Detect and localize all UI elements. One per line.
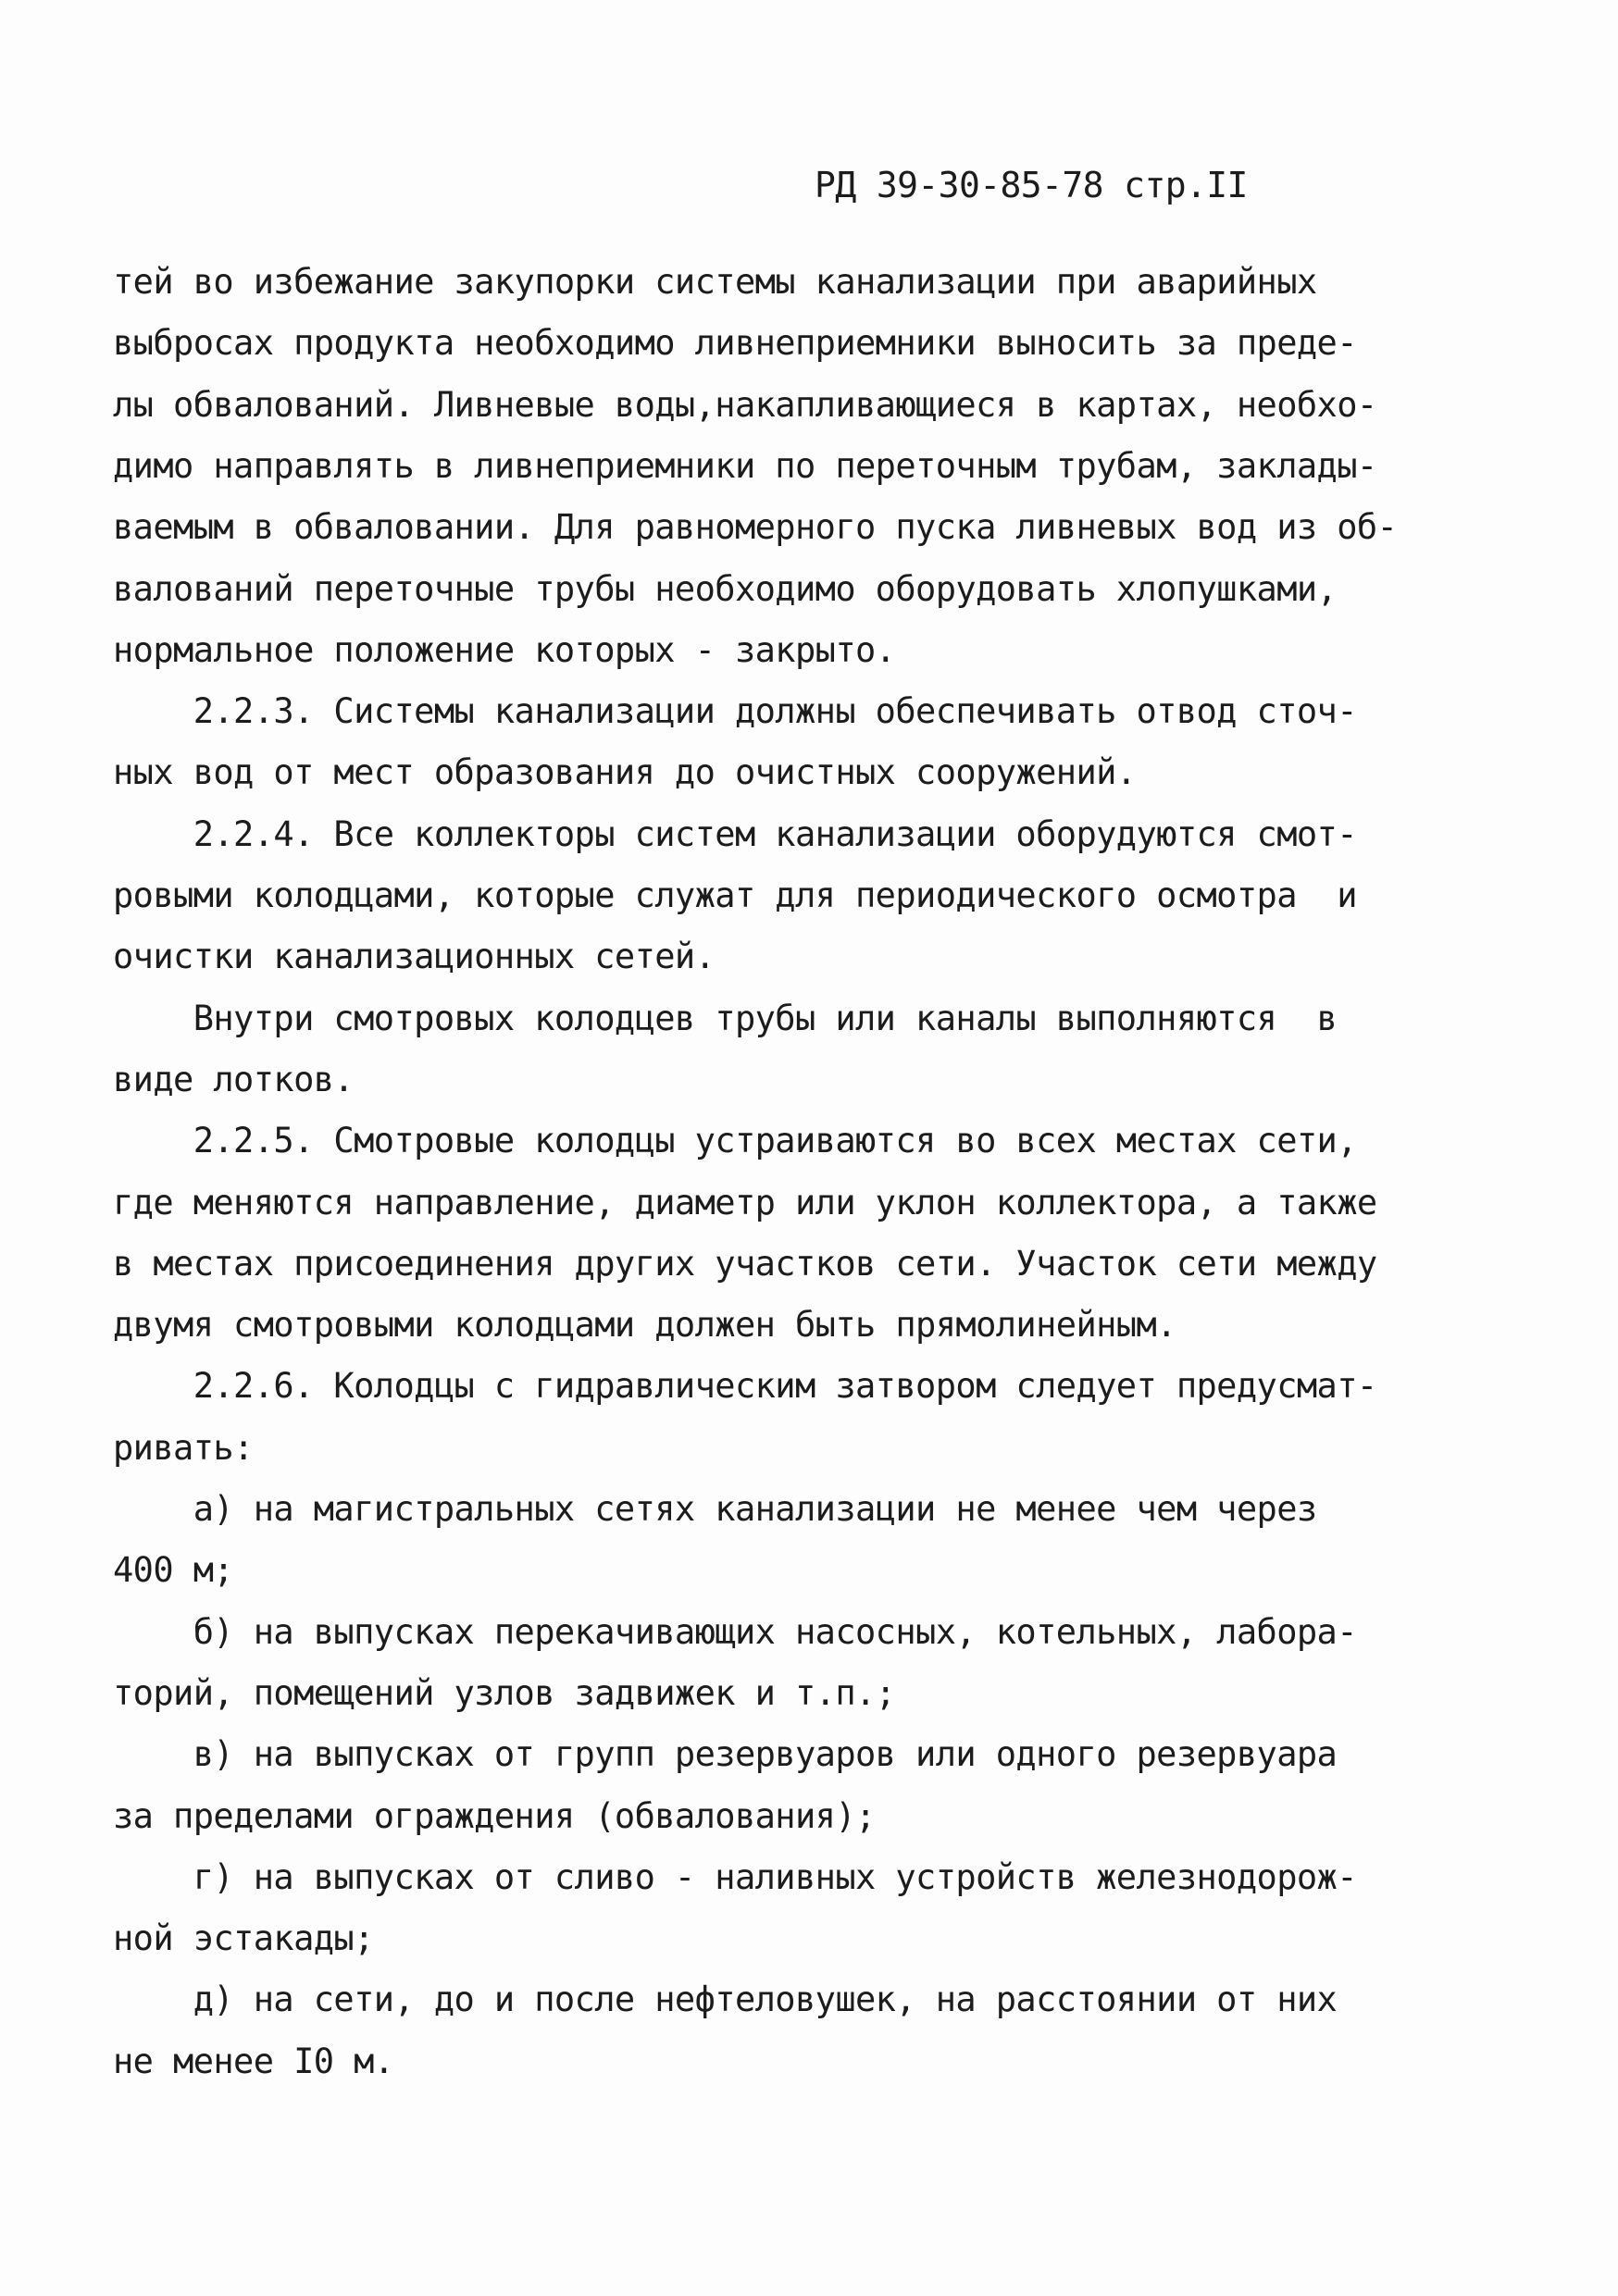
- text-line: очистки канализационных сетей.: [113, 937, 716, 977]
- text-line: двумя смотровыми колодцами должен быть прямолинейным.: [113, 1305, 1176, 1346]
- text-line: г) на выпусках от сливо - наливных устройств железнодорож-: [113, 1856, 1357, 1897]
- text-line: 2.2.4. Все коллекторы систем канализации оборудуются смот-: [113, 813, 1357, 854]
- text-line: лы обвалований. Ливневые воды,накапливающиеся в картах, необхо-: [113, 384, 1377, 425]
- text-line: ной эстакады;: [113, 1918, 374, 1959]
- text-line: в) на выпусках от групп резервуаров или одного резервуара: [113, 1734, 1338, 1775]
- text-line: тей во избежание закупорки системы канализации при аварийных: [113, 262, 1317, 302]
- text-line: за пределами ограждения (обвалования);: [113, 1795, 876, 1836]
- page-header: РД 39-30-85-78 стр.II: [815, 165, 1248, 205]
- text-line: 2.2.5. Смотровые колодцы устраиваются во всех местах сети,: [113, 1121, 1357, 1161]
- text-line: 2.2.6. Колодцы с гидравлическим затвором следует предусмат-: [113, 1366, 1377, 1407]
- text-line: в местах присоединения других участков сети. Участок сети между: [113, 1243, 1377, 1284]
- text-line: нормальное положение которых - закрыто.: [113, 629, 896, 670]
- text-line: 2.2.3. Системы канализации должны обеспечивать отвод сточ-: [113, 691, 1357, 732]
- text-line: Внутри смотровых колодцев трубы или каналы выполняются в: [113, 998, 1338, 1038]
- text-line: 400 м;: [113, 1550, 234, 1591]
- text-line: ровыми колодцами, которые служат для периодического осмотра и: [113, 875, 1357, 915]
- text-line: д) на сети, до и после нефтеловушек, на расстоянии от них: [113, 1980, 1338, 2020]
- text-line: выбросах продукта необходимо ливнеприемники выносить за преде-: [113, 323, 1357, 364]
- text-line: не менее I0 м.: [113, 2041, 394, 2081]
- text-line: димо направлять в ливнеприемники по переточным трубам, заклады-: [113, 445, 1377, 486]
- text-line: ваемым в обваловании. Для равномерного пуска ливневых вод из об-: [113, 507, 1398, 548]
- text-line: ных вод от мест образования до очистных сооружений.: [113, 752, 1137, 793]
- text-line: где меняются направление, диаметр или уклон коллектора, а также: [113, 1182, 1377, 1222]
- text-line: б) на выпусках перекачивающих насосных, котельных, лабора-: [113, 1611, 1357, 1652]
- text-line: а) на магистральных сетях канализации не менее чем через: [113, 1489, 1317, 1529]
- text-line: валований переточные трубы необходимо оборудовать хлопушками,: [113, 568, 1338, 609]
- text-line: виде лотков.: [113, 1059, 355, 1099]
- text-line: ривать:: [113, 1427, 254, 1468]
- text-line: торий, помещений узлов задвижек и т.п.;: [113, 1672, 896, 1713]
